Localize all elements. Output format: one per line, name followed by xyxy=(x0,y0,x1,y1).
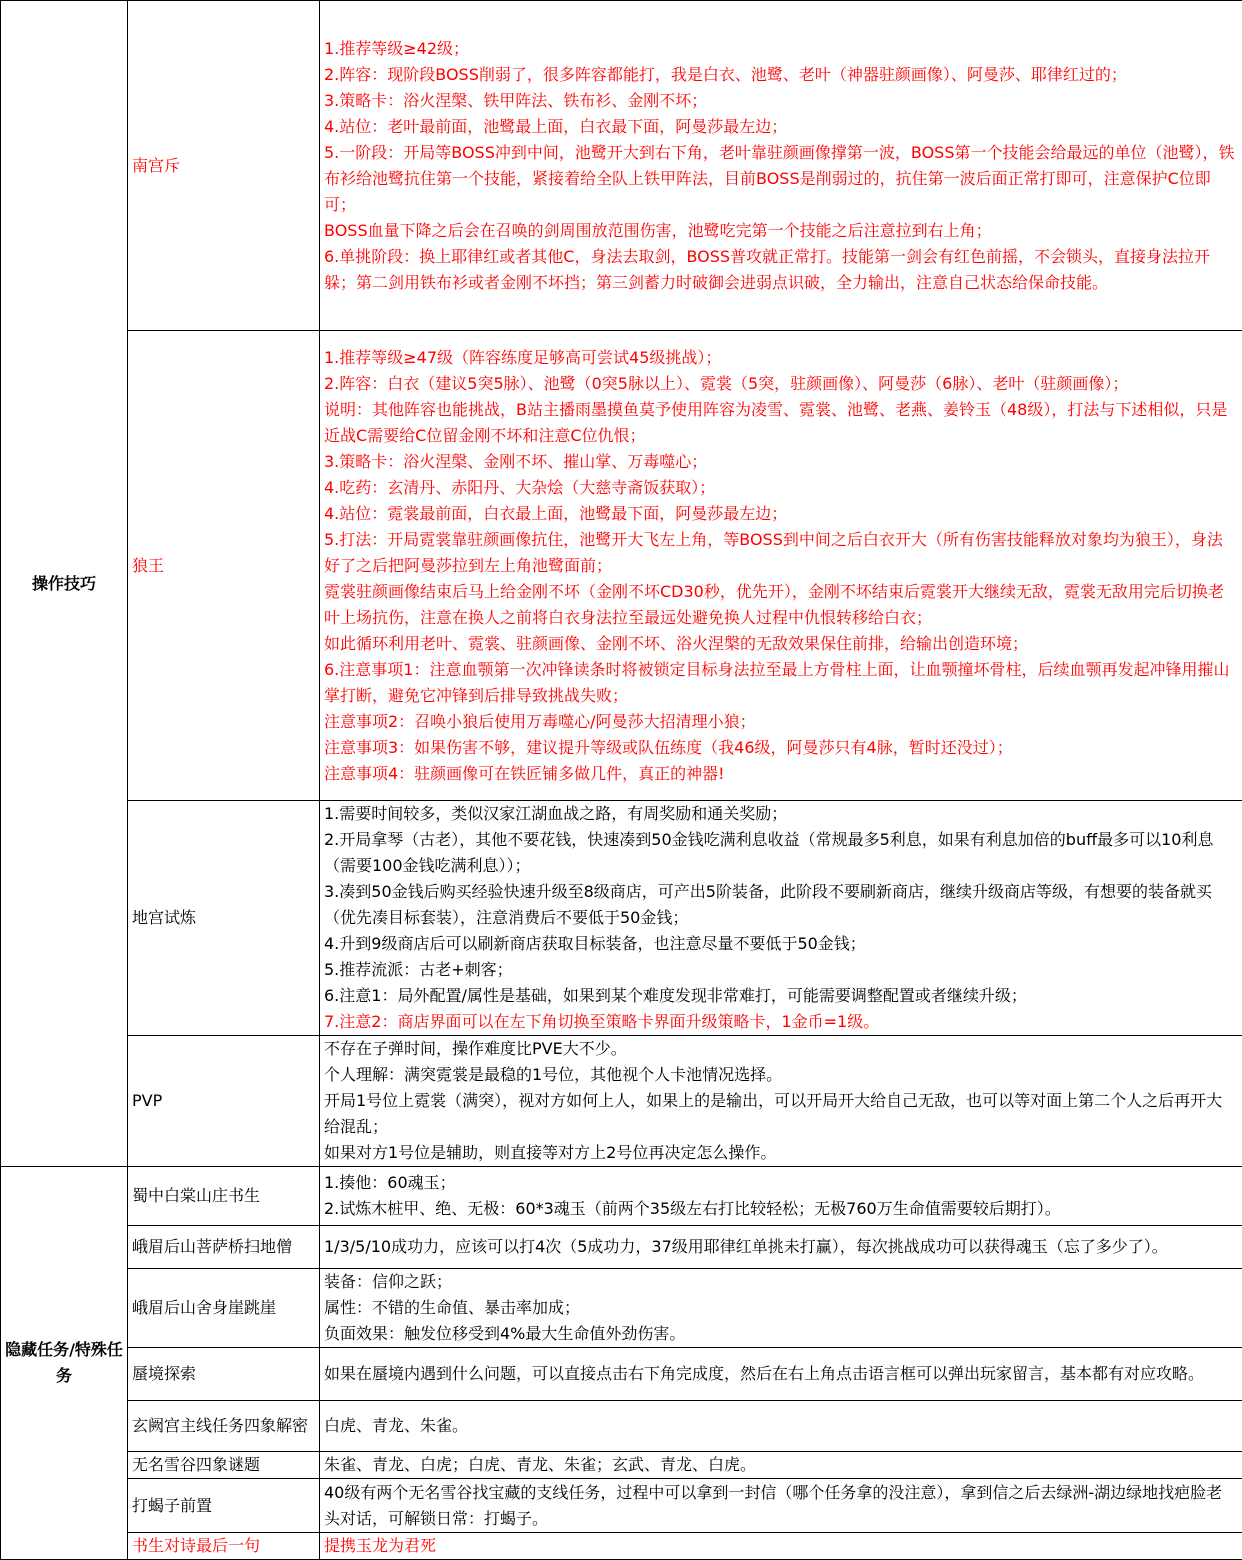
detail-line: 3.策略卡：浴火涅槃、金刚不坏、摧山掌、万毒噬心； xyxy=(324,449,1238,475)
detail-line: 如此循环利用老叶、霓裳、驻颜画像、金刚不坏、浴火涅槃的无敌效果保住前排，给输出创造环境； xyxy=(324,631,1238,657)
detail-line: 装备：信仰之跃； xyxy=(324,1269,1238,1295)
detail-line: 4.站位：老叶最前面，池鹭最上面，白衣最下面，阿曼莎最左边； xyxy=(324,114,1238,140)
detail-line: 3.凑到50金钱后购买经验快速升级至8级商店，可产出5阶装备，此阶段不要刷新商店，继续升级商店等级，有想要的装备就买（优先凑目标套装），注意消费后不要低于50金钱； xyxy=(324,879,1238,931)
detail-cell xyxy=(320,1269,1242,1348)
table-row xyxy=(1,801,1242,1036)
topic-cell: 峨眉后山舍身崖跳崖 xyxy=(128,1269,320,1348)
detail-line: 5.打法：开局霓裳靠驻颜画像抗住，池鹭开大飞左上角，等BOSS到中间之后白衣开大（所有伤害技能释放对象均为狼王），身法好了之后把阿曼莎拉到左上角池鹭面前； xyxy=(324,527,1238,579)
table-row xyxy=(1,1,1242,331)
detail-line: 6.单挑阶段：换上耶律红或者其他C，身法去取剑，BOSS普攻就正常打。技能第一剑会有红色前摇，不会锁头，直接身法拉开躲；第二剑用铁布衫或者金刚不坏挡；第三剑蓄力时破御会进弱点识破，全力输出，注意自己状态给保命技能。 xyxy=(324,244,1238,296)
topic-cell: 无名雪谷四象谜题 xyxy=(128,1452,320,1479)
detail-line: 个人理解：满突霓裳是最稳的1号位，其他视个人卡池情况选择。 xyxy=(324,1062,1238,1088)
detail-line: 4.升到9级商店后可以刷新商店获取目标装备，也注意尽量不要低于50金钱； xyxy=(324,931,1238,957)
detail-line: 不存在子弹时间，操作难度比PVE大不少。 xyxy=(324,1036,1238,1062)
table-row xyxy=(1,1533,1242,1560)
detail-line: 2.阵容：白衣（建议5突5脉）、池鹭（0突5脉以上）、霓裳（5突，驻颜画像）、阿曼莎（6脉）、老叶（驻颜画像）； xyxy=(324,371,1238,397)
detail-line: 2.阵容：现阶段BOSS削弱了，很多阵容都能打，我是白衣、池鹭、老叶（神器驻颜画像）、阿曼莎、耶律红过的； xyxy=(324,62,1238,88)
detail-line: 提携玉龙为君死 xyxy=(324,1533,1238,1559)
detail-line: 1.揍他：60魂玉； xyxy=(324,1170,1238,1196)
table-row xyxy=(1,1269,1242,1348)
table-row xyxy=(1,1167,1242,1226)
detail-line: BOSS血量下降之后会在召唤的剑周围放范围伤害，池鹭吃完第一个技能之后注意拉到右上角； xyxy=(324,218,1238,244)
topic-cell: 打蝎子前置 xyxy=(128,1479,320,1533)
detail-cell xyxy=(320,1036,1242,1167)
table-row xyxy=(1,1036,1242,1167)
detail-cell xyxy=(320,1167,1242,1226)
detail-line: 40级有两个无名雪谷找宝藏的支线任务，过程中可以拿到一封信（哪个任务拿的没注意），拿到信之后去绿洲-湖边绿地找疤脸老头对话，可解锁日常：打蝎子。 xyxy=(324,1480,1238,1532)
detail-line: 注意事项2：召唤小狼后使用万毒噬心/阿曼莎大招清理小狼； xyxy=(324,709,1238,735)
topic-cell: 蜀中白棠山庄书生 xyxy=(128,1167,320,1226)
detail-line: 开局1号位上霓裳（满突），视对方如何上人，如果上的是输出，可以开局开大给自己无敌，也可以等对面上第二个人之后再开大给混乱； xyxy=(324,1088,1238,1140)
topic-cell: 玄阙宫主线任务四象解密 xyxy=(128,1401,320,1452)
sheet-body xyxy=(1,1,1242,1560)
table-row xyxy=(1,1226,1242,1269)
topic-cell: 峨眉后山菩萨桥扫地僧 xyxy=(128,1226,320,1269)
topic-cell: 书生对诗最后一句 xyxy=(128,1533,320,1560)
detail-line: 说明：其他阵容也能挑战，B站主播雨墨摸鱼莫予使用阵容为凌雪、霓裳、池鹭、老燕、姜铃玉（48级），打法与下述相似，只是近战C需要给C位留金刚不坏和注意C位仇恨； xyxy=(324,397,1238,449)
detail-line: 2.试炼木桩甲、绝、无极：60*3魂玉（前两个35级左右打比较轻松；无极760万生命值需要较后期打）。 xyxy=(324,1196,1238,1222)
detail-line: 负面效果：触发位移受到4%最大生命值外劲伤害。 xyxy=(324,1321,1238,1347)
table-row xyxy=(1,1348,1242,1401)
detail-cell xyxy=(320,1401,1242,1452)
detail-line: 注意事项3：如果伤害不够，建议提升等级或队伍练度（我46级，阿曼莎只有4脉，暂时还没过）； xyxy=(324,735,1238,761)
topic-cell: 蜃境探索 xyxy=(128,1348,320,1401)
detail-cell xyxy=(320,1533,1242,1560)
detail-line: 7.注意2：商店界面可以在左下角切换至策略卡界面升级策略卡，1金币=1级。 xyxy=(324,1009,1238,1035)
detail-line: 属性：不错的生命值、暴击率加成； xyxy=(324,1295,1238,1321)
detail-cell xyxy=(320,1348,1242,1401)
detail-line: 3.策略卡：浴火涅槃、铁甲阵法、铁布衫、金刚不坏； xyxy=(324,88,1238,114)
detail-line: 2.开局拿琴（古老），其他不要花钱，快速凑到50金钱吃满利息收益（常规最多5利息，如果有利息加倍的buff最多可以10利息（需要100金钱吃满利息））； xyxy=(324,827,1238,879)
detail-line: 白虎、青龙、朱雀。 xyxy=(324,1413,1238,1439)
detail-cell xyxy=(320,1,1242,331)
detail-line: 5.推荐流派：古老+刺客； xyxy=(324,957,1238,983)
detail-cell xyxy=(320,331,1242,801)
table-row xyxy=(1,1452,1242,1479)
detail-line: 6.注意1：局外配置/属性是基础，如果到某个难度发现非常难打，可能需要调整配置或者继续升级； xyxy=(324,983,1238,1009)
detail-line: 注意事项4：驻颜画像可在铁匠铺多做几件，真正的神器! xyxy=(324,761,1238,787)
topic-cell: PVP xyxy=(128,1036,320,1167)
detail-line: 4.站位：霓裳最前面，白衣最上面，池鹭最下面，阿曼莎最左边； xyxy=(324,501,1238,527)
topic-cell: 狼王 xyxy=(128,331,320,801)
category-cell: 操作技巧 xyxy=(1,1,128,1167)
detail-line: 朱雀、青龙、白虎；白虎、青龙、朱雀；玄武、青龙、白虎。 xyxy=(324,1452,1238,1478)
detail-line: 1.推荐等级≥47级（阵容练度足够高可尝试45级挑战）； xyxy=(324,345,1238,371)
detail-line: 如果对方1号位是辅助，则直接等对方上2号位再决定怎么操作。 xyxy=(324,1140,1238,1166)
detail-cell xyxy=(320,1479,1242,1533)
detail-line: 1.需要时间较多，类似汉家江湖血战之路，有周奖励和通关奖励； xyxy=(324,801,1238,827)
detail-line: 霓裳驻颜画像结束后马上给金刚不坏（金刚不坏CD30秒，优先开），金刚不坏结束后霓裳开大继续无敌，霓裳无敌用完后切换老叶上场抗伤，注意在换人之前将白衣身法拉至最远处避免换人过程中仇恨转移给白衣； xyxy=(324,579,1238,631)
detail-line: 1.推荐等级≥42级； xyxy=(324,36,1238,62)
detail-line: 5.一阶段：开局等BOSS冲到中间，池鹭开大到右下角，老叶靠驻颜画像撑第一波，BOSS第一个技能会给最远的单位（池鹭），铁布衫给池鹭抗住第一个技能，紧接着给全队上铁甲阵法，目前BOSS是削弱过的，抗住第一波后面正常打即可，注意保护C位即可； xyxy=(324,140,1238,218)
topic-cell: 地宫试炼 xyxy=(128,801,320,1036)
category-cell: 隐藏任务/特殊任务 xyxy=(1,1167,128,1560)
detail-cell xyxy=(320,1452,1242,1479)
detail-cell xyxy=(320,801,1242,1036)
detail-cell xyxy=(320,1226,1242,1269)
table-row xyxy=(1,1479,1242,1533)
detail-line: 6.注意事项1：注意血颚第一次冲锋读条时将被锁定目标身法拉至最上方骨柱上面，让血颚撞坏骨柱，后续血颚再发起冲锋用摧山掌打断，避免它冲锋到后排导致挑战失败； xyxy=(324,657,1238,709)
detail-line: 如果在蜃境内遇到什么问题，可以直接点击右下角完成度，然后在右上角点击语言框可以弹出玩家留言，基本都有对应攻略。 xyxy=(324,1361,1238,1387)
topic-cell: 南宫斥 xyxy=(128,1,320,331)
detail-line: 1/3/5/10成功力，应该可以打4次（5成功力，37级用耶律红单挑未打赢），每次挑战成功可以获得魂玉（忘了多少了）。 xyxy=(324,1234,1238,1260)
table-row xyxy=(1,331,1242,801)
table-row xyxy=(1,1401,1242,1452)
detail-line: 4.吃药：玄清丹、赤阳丹、大杂烩（大慈寺斋饭获取）； xyxy=(324,475,1238,501)
